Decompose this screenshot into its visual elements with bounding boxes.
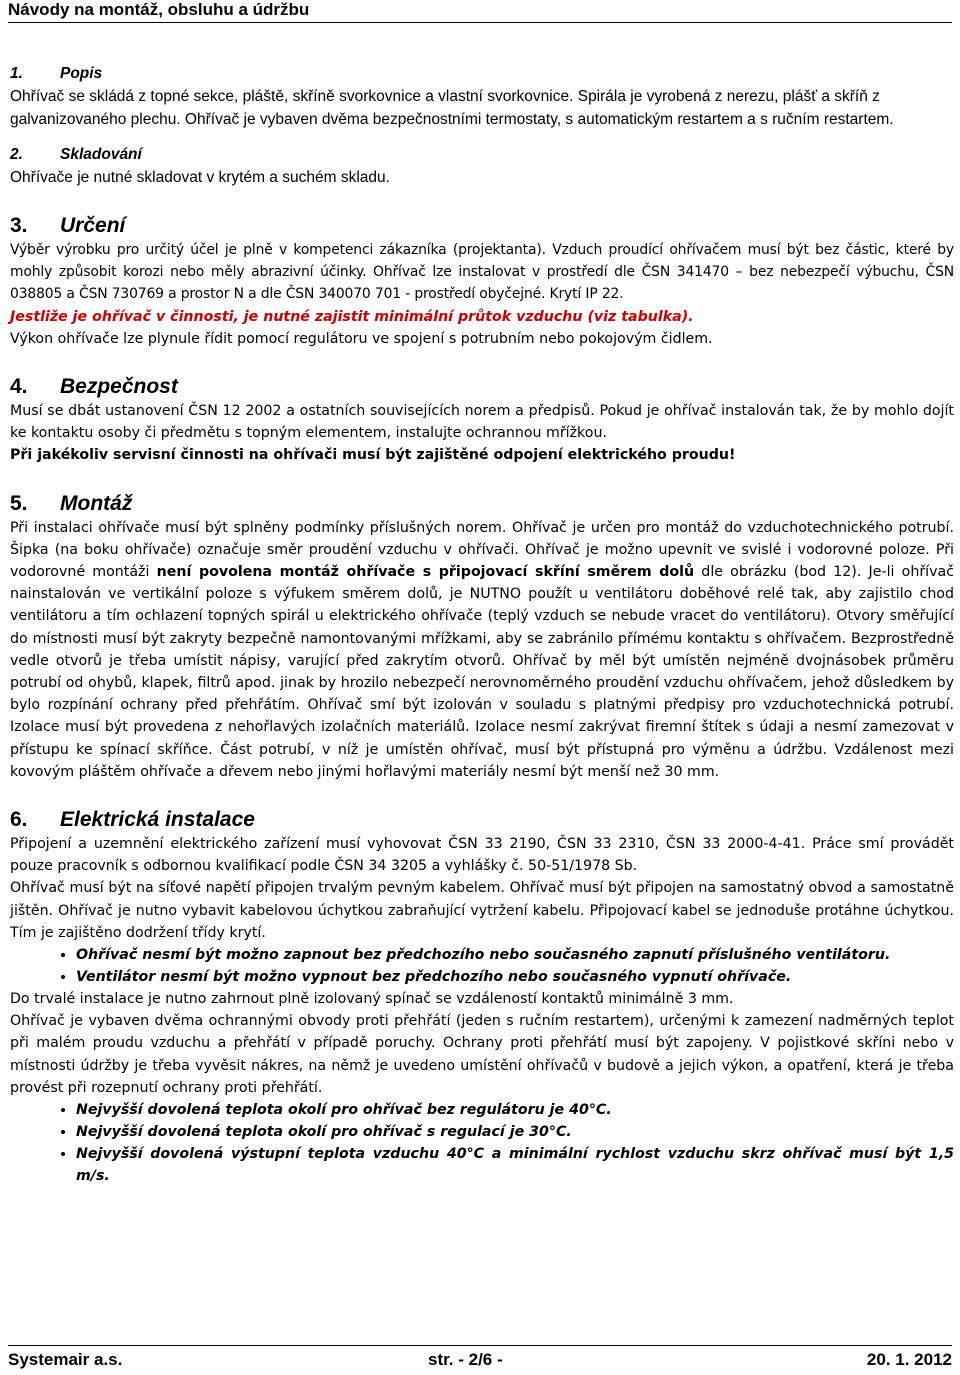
list-item: • Ohřívač nesmí být možno zapnout bez předchozího nebo současného zapnutí příslušného ventilátoru. <box>76 944 954 966</box>
paragraph-urceni: Výběr výrobku pro určitý účel je plně v kompetenci zákazníka (projektanta). Vzduch proudící ohřívačem musí být bez částic, které by mohly způsobit korozi nebo měly abrazivní účinky. Ohřívač lze instalovat v prostředí dle ČSN 341470 – bez nebezpečí výbuchu, ČSN 038805 a ČSN 730769 a prostor N a dle ČSN 340070 701 - prostředí obyčejné. Krytí IP 22. <box>10 242 954 303</box>
montaz-text-c: dle obrázku (bod 12). Je-li ohřívač nainstalován ve vertikální poloze s výfukem směrem dolů, je NUTNO použít u ventilátoru doběhové relé tak, aby zajistilo chod ventilátoru a tím ochlazení topných spirál u elektrického ohřívače (teplý vzduch se nebude vracet do ventilátoru). Otvory směřující do místnosti musí být zakryty bezpečně namontovanými mřížkami, aby se zabránilo přímému kontaktu s ohřívačem. Bezprostředně vedle otvorů je třeba umístit nápisy, varující před zakrytím otvorů. Ohřívač by měl být umístěn nejméně dvojnásobek průměru potrubí od ohybů, klapek, filtrů apod. jinak by hrozilo nebezpečí nerovnoměrného proudění vzduchu ohřívačem, jehož důsledkem by bylo rozpínání ochrany před přehřátím. Ohřívač smí být izolován v souladu s platnými předpisy pro vzduchotechnická potrubí. Izolace musí být provedena z nehořlavých izolačních materiálů. Izolace nesmí zakrývat firemní štítek s údaji a nesmí zamezovat v přístupu ke spínací skříňce. Část potrubí, v níž je umístěn ohřívač, musí být přístupná pro výměnu a údržbu. Vzdálenost mezi kovovým pláštěm ohřívače a dřevem nebo jinými hořlavými materiály nesmí být menší než 30 mm. <box>10 564 954 780</box>
warning-disconnect-power: Při jakékoliv servisní činnosti na ohřívači musí být zajištěné odpojení elektrického proudu! <box>10 447 736 464</box>
list-item: • Ventilátor nesmí být možno vypnout bez předchozího nebo současného vypnutí ohřívače. <box>76 966 954 988</box>
paragraph-kabel: Ohřívač musí být na síťové napětí připojen trvalým pevným kabelem. Ohřívač musí být připojen na samostatný obvod a samostatně jištěn. Ohřívač je nutno vybavit kabelovou úchytkou zabraňující vytržení kabelu. Připojovací kabel se jednoduše protáhne úchytkou. Tím je zajištěno dodržení třídy krytí. <box>10 880 954 941</box>
section-number: 3. <box>10 214 28 237</box>
bullet-list-temperatures <box>10 1099 954 1187</box>
warning-min-airflow: Jestliže je ohřívač v činnosti, je nutné zajistit minimální průtok vzduchu (viz tabulka). <box>10 308 694 325</box>
list-item: • Nejvyšší dovolená výstupní teplota vzduchu 40°C a minimální rychlost vzduchu skrz ohřívač musí být 1,5 m/s. <box>76 1143 954 1187</box>
footer-company: Systemair a.s. <box>8 1350 123 1369</box>
paragraph-spinac: Do trvalé instalace je nutno zahrnout plně izolovaný spínač se vzdáleností kontaktů minimálně 3 mm. <box>10 991 734 1008</box>
section-heading-elektricka-instalace <box>10 807 954 833</box>
header-title: Návody na montáž, obsluhu a údržbu <box>8 0 310 19</box>
section-number: 6. <box>10 808 28 832</box>
section-heading-urceni <box>10 213 954 239</box>
list-item: • Nejvyšší dovolená teplota okolí pro ohřívač bez regulátoru je 40°C. <box>76 1099 954 1121</box>
document-body <box>10 62 954 1187</box>
section-heading-montaz <box>10 491 954 517</box>
section-number: 4. <box>10 375 28 399</box>
section-title: Elektrická instalace <box>60 808 255 832</box>
footer-page-number: str. - 2/6 - <box>428 1350 503 1369</box>
paragraph-ochrany: Ohřívač je vybaven dvěma ochrannými obvody proti přehřátí (jeden s ručním restartem), určenými k zamezení nadměrných teplot při malém proudu vzduchu a přehřátí v případě poruchy. Ochrany proti přehřátí musí být zapojeny. V pojistkové skříni nebo v místnosti údržby je třeba vyvěsit nákres, na němž je uvedeno umístění ohřívačů v budově a jejich výkon, a opatření, která je třeba provést při rozepnutí ochrany proti přehřátí. <box>10 1013 954 1096</box>
page-footer <box>8 1345 952 1370</box>
section-number: 1. <box>10 65 23 82</box>
section-title: Bezpečnost <box>60 375 178 399</box>
section-number: 2. <box>10 146 23 163</box>
section-heading-popis <box>10 62 954 85</box>
paragraph-montaz <box>10 517 954 783</box>
page-header <box>8 0 952 23</box>
paragraph-vykon: Výkon ohřívače lze plynule řídit pomocí regulátoru ve spojení s potrubním nebo pokojovým čidlem. <box>10 330 713 347</box>
paragraph-popis: Ohřívač se skládá z topné sekce, pláště, skříně svorkovnice a vlastní svorkovnice. Spirála je vyrobená z nerezu, plášť a skříň z galvanizovaného plechu. Ohřívač je vybaven dvěma bezpečnostními termostaty, s automatickým restartem a s ručním restartem. <box>10 88 894 128</box>
paragraph-bezpecnost: Musí se dbát ustanovení ČSN 12 2002 a ostatních souvisejících norem a předpisů. Pokud je ohřívač instalován tak, že by mohlo dojít ke kontaktu osoby či předmětu s topným elementem, instalujte ochrannou mřížkou. <box>10 403 954 442</box>
section-number: 5. <box>10 491 28 515</box>
montaz-text-bold: není povolena montáž ohřívače s připojovací skříní směrem dolů <box>156 564 695 581</box>
list-item: • Nejvyšší dovolená teplota okolí pro ohřívač s regulací je 30°C. <box>76 1121 954 1143</box>
section-title: Určení <box>60 214 126 237</box>
montaz-text-a: Při instalaci ohřívače musí být splněny podmínky příslušných norem. Ohřívač je určen pro montáž do vzduchotechnického potrubí. Šipka (na boku ohřívače) označuje směr proudění vzduchu v ohřívači. Ohřívač je možno upevnit ve svislé i vodorovné poloze. Při vodorovné montáži <box>10 519 954 581</box>
section-title: Popis <box>60 65 103 82</box>
section-heading-skladovani <box>10 143 954 166</box>
bullet-list-interlock <box>10 944 954 988</box>
section-title: Montáž <box>60 491 133 515</box>
footer-date: 20. 1. 2012 <box>866 1350 952 1369</box>
section-title: Skladování <box>60 146 142 163</box>
paragraph-pripojeni: Připojení a uzemnění elektrického zařízení musí vyhovovat ČSN 33 2190, ČSN 33 2310, ČSN 33 2000-4-41. Práce smí provádět pouze pracovník s odbornou kvalifikací podle ČSN 34 3205 a vyhlášky č. 50-51/1978 Sb. <box>10 836 954 875</box>
section-heading-bezpecnost <box>10 374 954 400</box>
paragraph-skladovani: Ohřívače je nutné skladovat v krytém a suchém skladu. <box>10 169 390 186</box>
